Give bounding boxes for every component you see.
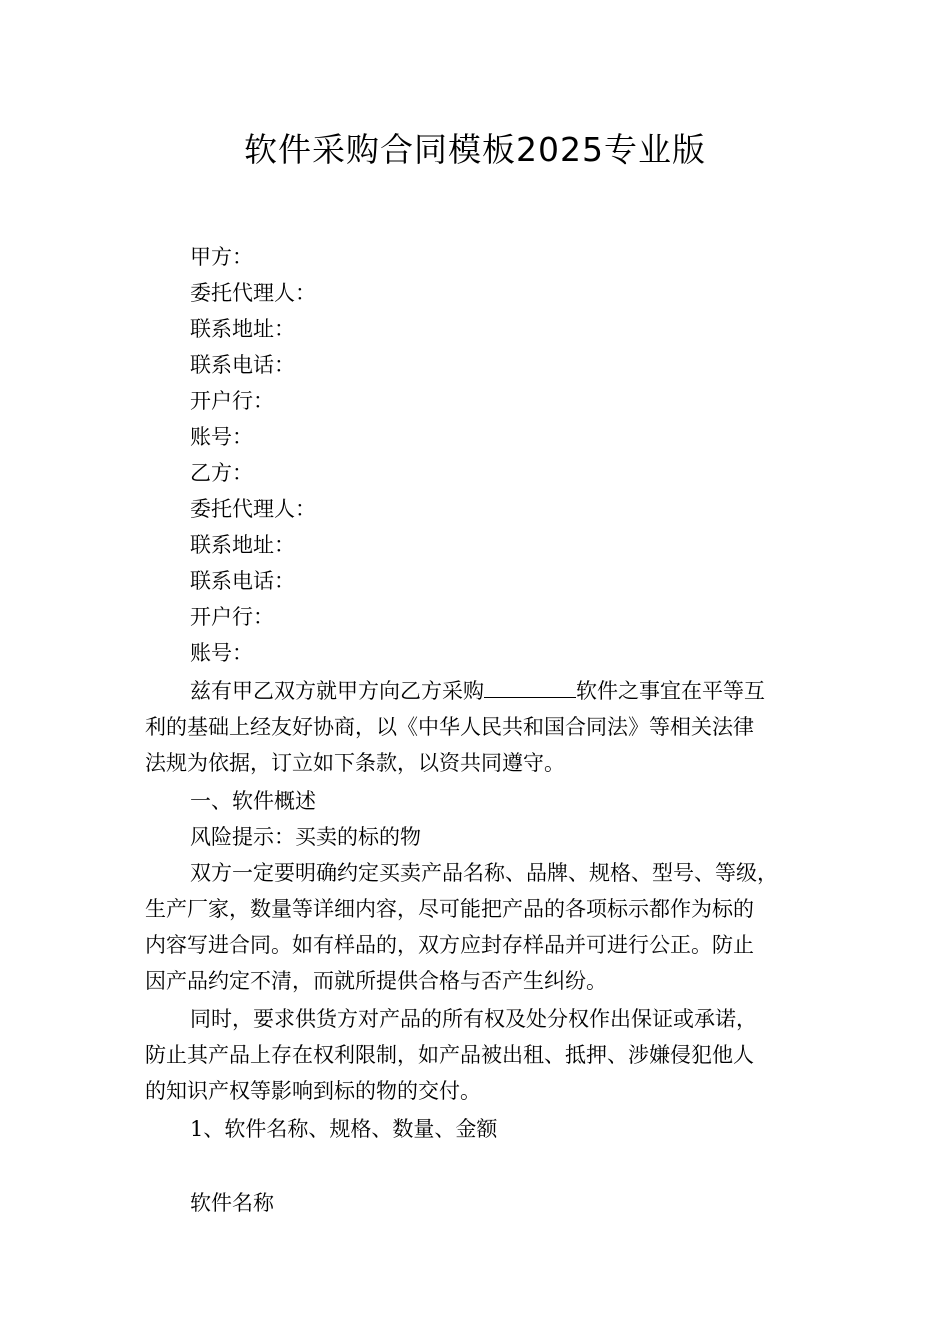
document-title: 软件采购合同模板2025专业版 [244,130,706,169]
software-name-blank [484,679,576,698]
party-a-phone: 联系电话： [190,353,295,377]
party-a-agent: 委托代理人： [190,281,316,305]
preamble-line-2: 利的基础上经友好协商，以《中华人民共和国合同法》等相关法律 [145,715,754,739]
table-header-software-name: 软件名称 [190,1191,274,1215]
preamble-line-3: 法规为依据，订立如下条款，以资共同遵守。 [145,751,565,775]
preamble-text-before: 兹有甲乙双方就甲方向乙方采购 [190,679,484,703]
item-1-heading: 1、软件名称、规格、数量、金额 [190,1117,498,1141]
risk-paragraph-2-line-1: 同时，要求供货方对产品的所有权及处分权作出保证或承诺， [190,1007,757,1031]
risk-paragraph-2-line-3: 的知识产权等影响到标的物的交付。 [145,1079,481,1103]
party-b-account: 账号： [190,641,253,665]
party-a-account: 账号： [190,425,253,449]
risk-paragraph-1-line-4: 因产品约定不清，而就所提供合格与否产生纠纷。 [145,969,607,993]
party-b-phone: 联系电话： [190,569,295,593]
risk-paragraph-1-line-1: 双方一定要明确约定买卖产品名称、品牌、规格、型号、等级， [190,861,778,885]
party-a-label: 甲方： [190,245,253,269]
risk-heading: 风险提示：买卖的标的物 [190,825,421,849]
party-b-address: 联系地址： [190,533,295,557]
risk-paragraph-1-line-3: 内容写进合同。如有样品的，双方应封存样品并可进行公正。防止 [145,933,754,957]
risk-paragraph-2-line-2: 防止其产品上存在权利限制，如产品被出租、抵押、涉嫌侵犯他人 [145,1043,754,1067]
party-a-bank: 开户行： [190,389,274,413]
risk-paragraph-1-line-2: 生产厂家，数量等详细内容，尽可能把产品的各项标示都作为标的 [145,897,754,921]
party-b-agent: 委托代理人： [190,497,316,521]
preamble-line-1 [190,676,765,706]
party-a-address: 联系地址： [190,317,295,341]
party-b-label: 乙方： [190,461,253,485]
preamble-text-after: 软件之事宜在平等互 [576,679,765,703]
section-heading: 一、软件概述 [190,789,316,813]
party-b-bank: 开户行： [190,605,274,629]
